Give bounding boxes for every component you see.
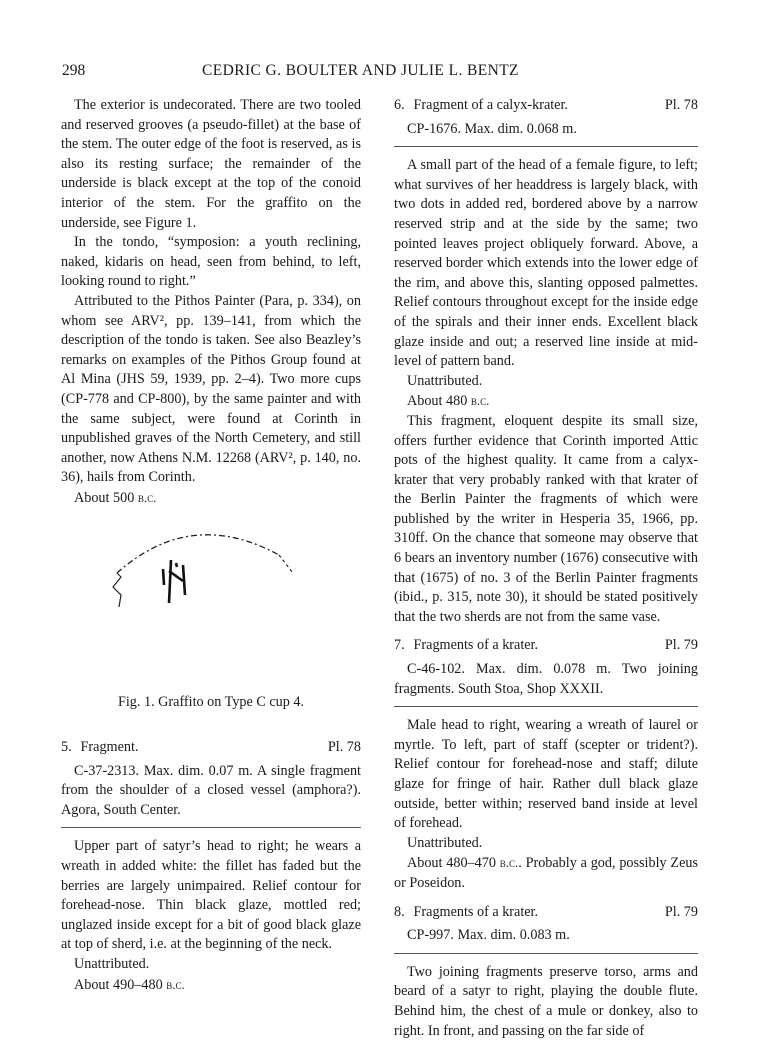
running-title: CEDRIC G. BOULTER AND JULIE L. BENTZ: [202, 62, 519, 79]
entry-title: Fragment.: [80, 739, 139, 755]
entry-heading: [394, 903, 698, 923]
entry-description: A small part of the head of a female figure, to left; what survives of her headdress is largely black, with two dots in added red, bordered above by a narrow reserved strip and at the side by the same; two pointed leaves project obliquely forward. Above, a reserved border which extends into the lower edge of the rim, and above this, slanting opposed palmettes. Relief contours throughout except for the inside edge of the spirals and their inner ends. Excellent black glaze inside and out; a reserved line inside at mid-level of pattern band.: [394, 157, 698, 370]
entry-number: 5.: [61, 739, 72, 755]
entry-date: About 490–480 b.c.: [74, 976, 185, 993]
paragraph-exterior: The exterior is undecorated. There are two tooled and reserved grooves (a pseudo-fillet) at the base of the stem. The outer edge of the foot is reserved, as is also its resting surface; the remainder of the underside is black except at the top of the conoid interior of the stem. For the graffito on the underside, see Figure 1.: [61, 97, 361, 231]
entry-title: Fragments of a krater.: [413, 903, 539, 920]
entry-heading: [61, 738, 361, 758]
entry-5: [61, 738, 361, 995]
plate-reference: Pl. 78: [664, 97, 698, 113]
entry-title: Fragments of a krater.: [413, 637, 539, 654]
entry-catalog-data: CP-997. Max. dim. 0.083 m.: [394, 926, 698, 954]
right-column: [394, 96, 698, 1041]
entry-catalog-data: C-37-2313. Max. dim. 0.07 m. A single fragment from the shoulder of a closed vessel (amphora?). Agora, South Center.: [61, 762, 361, 829]
graffito-figure: [61, 515, 361, 635]
entry-heading: [394, 96, 698, 116]
entry-number: 7.: [394, 637, 405, 654]
figure-caption: Fig. 1. Graffito on Type C cup 4.: [117, 694, 305, 710]
page-number: 298: [62, 62, 86, 79]
graffito-mark: [163, 560, 185, 603]
entry-title: Fragment of a calyx-krater.: [413, 97, 568, 113]
plate-reference: Pl. 79: [664, 637, 698, 654]
entry-date: About 480–470 b.c.. Probably a god, possibly Zeus or Poseidon.: [394, 855, 698, 891]
paragraph-attribution: Attributed to the Pithos Painter (Para, p. 334), on whom see ARV², pp. 139–141, from which the description of the tondo is taken. See also Beazley’s remarks on examples of the Pithos Group found at Al Mina (JHS 59, 1939, pp. 2–4). Two more cups (CP-778 and CP-800), by the same painter and with the same subject, were found at Corinth in unpublished graves of the North Cemetery, and still another, now Athens N.M. 12268 (ARV², p. 140, no. 36), hails from Corinth.: [61, 292, 361, 486]
entry-attribution: Unattributed.: [74, 955, 150, 972]
cup-outline-right: [279, 555, 293, 573]
entry-description: Two joining fragments preserve torso, arms and beard of a satyr to right, playing the double flute. Behind him, the chest of a mule or donkey, also to right. In front, and passing on the far side of: [394, 963, 698, 1039]
entry-attribution: Unattributed.: [407, 372, 483, 389]
left-column: [61, 96, 361, 508]
entry-description: Male head to right, wearing a wreath of laurel or myrtle. To left, part of staff (scepter or trident?). Relief contour for forehead-nose and staff; dilute glaze for fringe of hair. Rather dull black glaze outside, better within; reserved band inside at level of forehead.: [394, 717, 698, 832]
entry-catalog-data: C-46-102. Max. dim. 0.078 m. Two joining fragments. South Stoa, Shop XXXII.: [394, 660, 698, 707]
entry-heading: [394, 636, 698, 656]
entry-number: 8.: [394, 903, 405, 920]
cup-outline-left: [113, 573, 121, 607]
plate-reference: Pl. 79: [664, 903, 698, 920]
cup-outline-arc: [117, 535, 279, 573]
entry-attribution: Unattributed.: [407, 834, 483, 851]
entry-number: 6.: [394, 97, 405, 113]
plate-reference: Pl. 78: [327, 739, 361, 755]
entry-catalog-data: CP-1676. Max. dim. 0.068 m.: [394, 120, 698, 148]
paragraph-date: About 500 b.c.: [74, 489, 157, 506]
paragraph-tondo: In the tondo, “symposion: a youth reclining, naked, kidaris on head, seen from behind, to left, looking round to right.”: [61, 234, 361, 290]
entry-discussion: This fragment, eloquent despite its small size, offers further evidence that Corinth imported Attic pots of the highest quality. It came from a calyx-krater that very probably ranked with that krater of the Berlin Painter the fragments of which were published by the writer in Hesperia 35, 1966, pp. 310ff. On the chance that someone may observe that 6 bears an inventory number (1676) consecutive with that (1675) of no. 3 of the Berlin Painter fragments (ibid., p. 315, note 30), it should be stated positively that the two sherds are not from the same vase.: [394, 412, 698, 625]
entry-date: About 480 b.c.: [407, 393, 490, 410]
entry-description: Upper part of satyr’s head to right; he wears a wreath in added white: the fillet has faded but the berries are largely unimpaired. Relief contour for forehead-nose. Thin black glaze, mottled red; unglazed inside except for a bit of good black glaze at top of sherd, i.e. at the beginning of the neck.: [61, 838, 361, 953]
page-header: [62, 62, 704, 82]
